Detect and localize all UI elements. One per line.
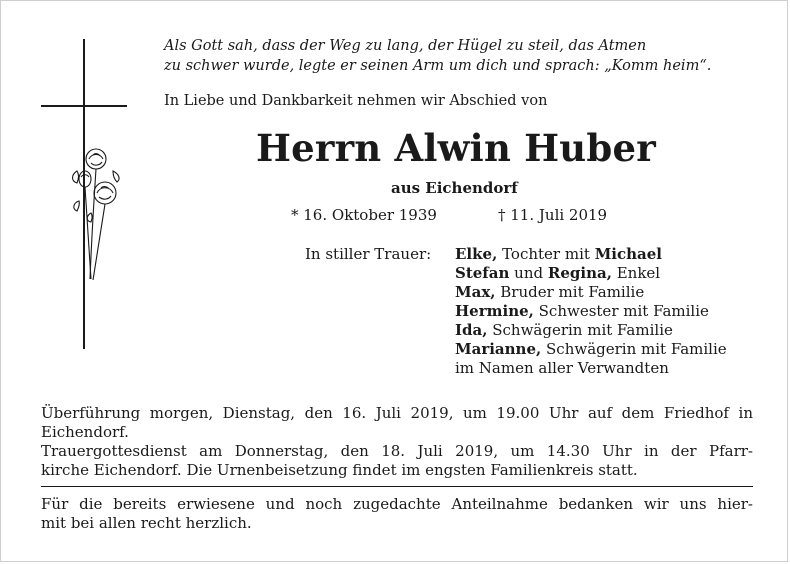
transfer-notice: Überführung morgen, Dienstag, den 16. Juli 2019, um 19.00 Uhr auf dem Friedhof in Eichendorf.	[41, 404, 753, 441]
roses-icon	[69, 141, 125, 291]
thanks-notice: Für die bereits erwiesene und noch zugedachte Anteilnahme bedanken wir uns hier- mit bei allen recht herzlich.	[41, 495, 753, 532]
list-item: Max, Bruder mit Familie	[455, 283, 645, 301]
service-notice: Trauergottesdienst am Donnerstag, den 18. Juli 2019, um 14.30 Uhr in der Pfarr- kirche Eichendorf. Die Urnenbeisetzung findet im engsten Familienkreis statt.	[41, 442, 753, 479]
list-item: Stefan und Regina, Enkel	[455, 264, 661, 282]
intro-text: In Liebe und Dankbarkeit nehmen wir Abschied von	[164, 93, 548, 109]
list-item: Hermine, Schwester mit Familie	[455, 302, 709, 320]
list-item: Elke, Tochter mit Michael	[455, 245, 662, 263]
divider	[41, 486, 753, 487]
death-date: † 11. Juli 2019	[498, 206, 608, 224]
deceased-name: Herrn Alwin Huber	[256, 126, 656, 170]
cross-icon-bar	[41, 105, 127, 107]
deceased-origin: aus Eichendorf	[391, 179, 518, 197]
mourners-list	[455, 245, 727, 378]
quote-line-2: zu schwer wurde, legte er seinen Arm um dich und sprach: „Komm heim“.	[164, 58, 712, 74]
list-item: im Namen aller Verwandten	[455, 359, 669, 377]
list-item: Marianne, Schwägerin mit Familie	[455, 340, 727, 358]
birth-date: * 16. Oktober 1939	[291, 206, 437, 224]
mourners-label: In stiller Trauer:	[305, 245, 432, 263]
list-item: Ida, Schwägerin mit Familie	[455, 321, 673, 339]
quote-line-1: Als Gott sah, dass der Weg zu lang, der Hügel zu steil, das Atmen	[164, 38, 647, 54]
